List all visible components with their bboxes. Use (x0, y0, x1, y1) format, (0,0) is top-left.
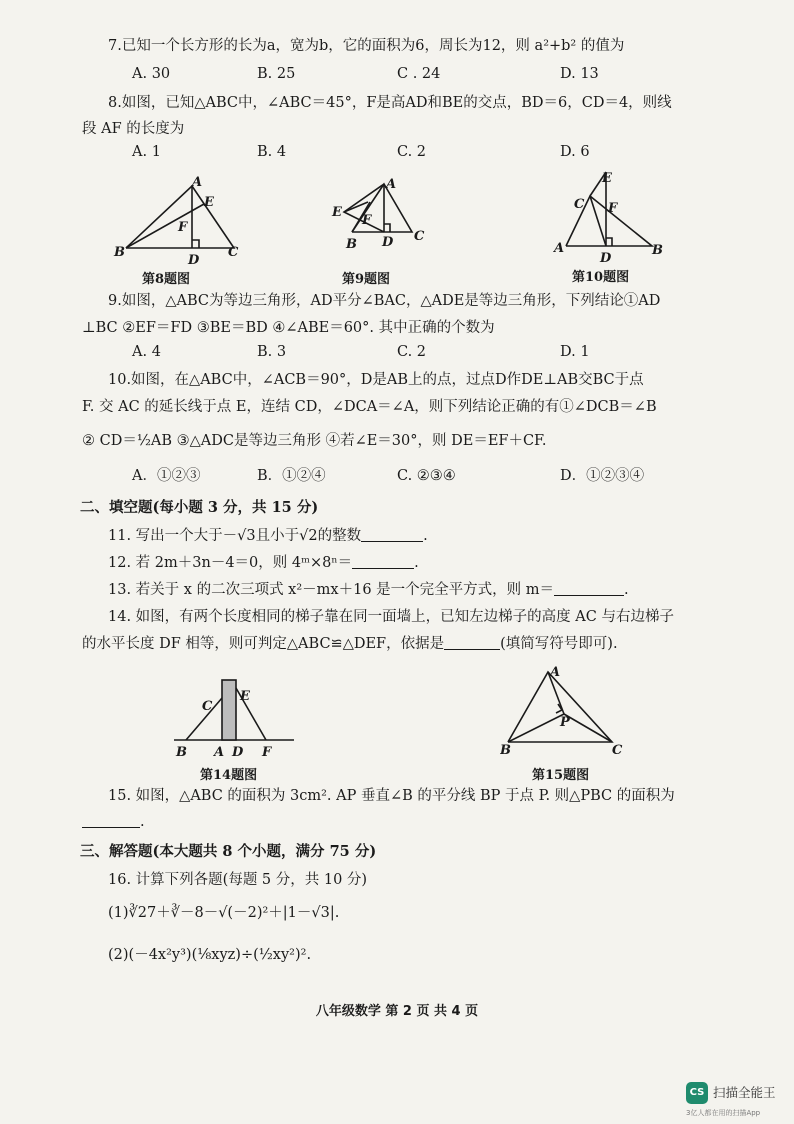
figure-15-caption: 第15题图 (532, 768, 590, 783)
q15-line2: . (82, 812, 145, 832)
figure-14-caption: 第14题图 (200, 768, 258, 783)
svg-text:E: E (332, 205, 342, 220)
q10-option-d: D．①②③④ (560, 468, 645, 484)
scanner-logo-icon: CS (686, 1082, 708, 1104)
section-fill-in-title: 二、填空题(每小题 3 分，共 15 分) (80, 499, 319, 516)
q7-option-b: B. 25 (257, 66, 296, 82)
q16-title: 16. 计算下列各题(每题 5 分，共 10 分) (108, 872, 368, 888)
q9-option-c: C. 2 (397, 344, 427, 360)
q9-option-d: D. 1 (560, 344, 590, 360)
q8-option-a: A. 1 (132, 144, 161, 160)
q7-text: 7.已知一个长方形的长为a，宽为b，它的面积为6，周长为12，则 a²+b² 的值为 (108, 38, 625, 54)
svg-text:C: C (202, 699, 213, 714)
svg-text:D: D (600, 251, 612, 264)
figure-8-diagram (108, 176, 248, 266)
svg-text:D: D (382, 235, 394, 250)
svg-text:E: E (602, 171, 612, 186)
svg-text:B: B (176, 745, 187, 760)
q10-option-b: B．①②④ (257, 468, 326, 484)
q8-option-c: C. 2 (397, 144, 427, 160)
svg-text:A: A (214, 745, 225, 760)
svg-text:C: C (414, 229, 425, 244)
q10-option-c: C. ②③④ (397, 468, 456, 484)
q14-answer-blank (444, 635, 500, 650)
q16-part1: (1)∛27＋∛－8－√(－2)²＋|1－√3|. (108, 905, 340, 921)
svg-text:E: E (240, 689, 250, 704)
q14-line1: 14. 如图，有两个长度相同的梯子靠在同一面墙上，已知左边梯子的高度 AC 与右边梯子 (108, 609, 674, 625)
svg-text:B: B (114, 245, 125, 260)
q8-option-d: D. 6 (560, 144, 590, 160)
figure-9-diagram (326, 176, 436, 262)
figure-9-caption: 第9题图 (342, 272, 391, 287)
q14-line2 (82, 634, 618, 654)
q7-option-a: A. 30 (132, 66, 171, 82)
svg-text:E: E (204, 195, 214, 210)
q13-prompt: 13. 若关于 x 的二次三项式 x²－mx＋16 是一个完全平方式，则 m＝ (108, 582, 555, 598)
q7-option-d: D. 13 (560, 66, 599, 82)
q9-option-a: A. 4 (132, 344, 161, 360)
q7-option-c: C . 24 (397, 66, 441, 82)
q8-option-b: B. 4 (257, 144, 287, 160)
q10-line2: F. 交 AC 的延长线于点 E，连结 CD，∠DCA＝∠A，则下列结论正确的有①∠DCB＝∠B (82, 399, 657, 415)
svg-text:C: C (228, 245, 239, 260)
svg-text:A: A (386, 177, 397, 192)
svg-text:B: B (652, 243, 663, 258)
q10-line1: 10.如图，在△ABC中，∠ACB＝90°，D是AB上的点，过点D作DE⊥AB交BC于点 (108, 372, 644, 388)
q16-part2: (2)(－4x²y³)(⅛xyz)÷(½xy²)². (108, 947, 312, 963)
svg-text:D: D (188, 253, 200, 266)
svg-text:C: C (612, 743, 623, 758)
section-solve-title: 三、解答题(本大题共 8 个小题，满分 75 分) (80, 843, 377, 860)
q13-text: 13. 若关于 x 的二次三项式 x²－mx＋16 是一个完全平方式，则 m＝ . (108, 582, 629, 598)
svg-text:A: A (550, 665, 561, 680)
svg-text:D: D (232, 745, 244, 760)
q15-answer-blank (82, 813, 140, 828)
figure-8-caption: 第8题图 (142, 272, 191, 287)
scanner-app-name: 扫描全能王 (713, 1085, 776, 1100)
svg-text:B: B (500, 743, 511, 758)
q11-prompt: 11. 写出一个大于－√3且小于√2的整数 (108, 528, 362, 544)
q9-line2: ⊥BC ②EF＝FD ③BE＝BD ④∠ABE＝60°. 其中正确的个数为 (82, 320, 495, 336)
svg-text:P: P (560, 715, 570, 730)
q10-line3: ② CD＝½AB ③△ADC是等边三角形 ④若∠E＝30°，则 DE＝EF＋CF. (82, 433, 547, 449)
q10-option-a: A．①②③ (132, 468, 201, 484)
q14-hint: (填简写符号即可). (500, 636, 618, 652)
q9-option-b: B. 3 (257, 344, 287, 360)
q12-text: 12. 若 2m＋3n－4＝0，则 4ᵐ×8ⁿ＝ . (108, 555, 419, 571)
page-footer: 八年级数学 第 2 页 共 4 页 (315, 1004, 479, 1019)
q15-line1: 15. 如图，△ABC 的面积为 3cm². AP 垂直∠B 的平分线 BP 于点 P. 则△PBC 的面积为 (108, 788, 675, 804)
svg-text:F: F (262, 745, 272, 760)
q8-line1: 8.如图，已知△ABC中，∠ABC＝45°，F是高AD和BE的交点，BD＝6，CD＝4，则线 (108, 95, 672, 111)
svg-text:F: F (608, 201, 618, 216)
figure-10-caption: 第10题图 (572, 270, 630, 285)
scanner-app-tagline: 3亿人都在用的扫描App (686, 1109, 761, 1117)
figure-10-diagram (546, 168, 666, 264)
q11-answer-blank (361, 527, 423, 542)
svg-text:F: F (362, 213, 372, 228)
q9-line1: 9.如图，△ABC为等边三角形，AD平分∠BAC，△ADE是等边三角形，下列结论①AD (108, 293, 661, 309)
q8-line2: 段 AF 的长度为 (82, 121, 185, 137)
q12-answer-blank (352, 554, 414, 569)
svg-text:C: C (574, 197, 585, 212)
figure-14-diagram (170, 676, 300, 762)
svg-text:F: F (178, 220, 188, 235)
svg-text:B: B (346, 237, 357, 252)
q14-prompt: 的水平长度 DF 相等，则可判定△ABC≌△DEF，依据是 (82, 636, 445, 652)
q11-text: 11. 写出一个大于－√3且小于√2的整数 . (108, 528, 428, 544)
figure-15-diagram (500, 664, 630, 762)
svg-text:A: A (192, 176, 203, 190)
q13-answer-blank (554, 581, 624, 596)
svg-text:A: A (554, 241, 565, 256)
q12-prompt: 12. 若 2m＋3n－4＝0，则 4ᵐ×8ⁿ＝ (108, 555, 353, 571)
